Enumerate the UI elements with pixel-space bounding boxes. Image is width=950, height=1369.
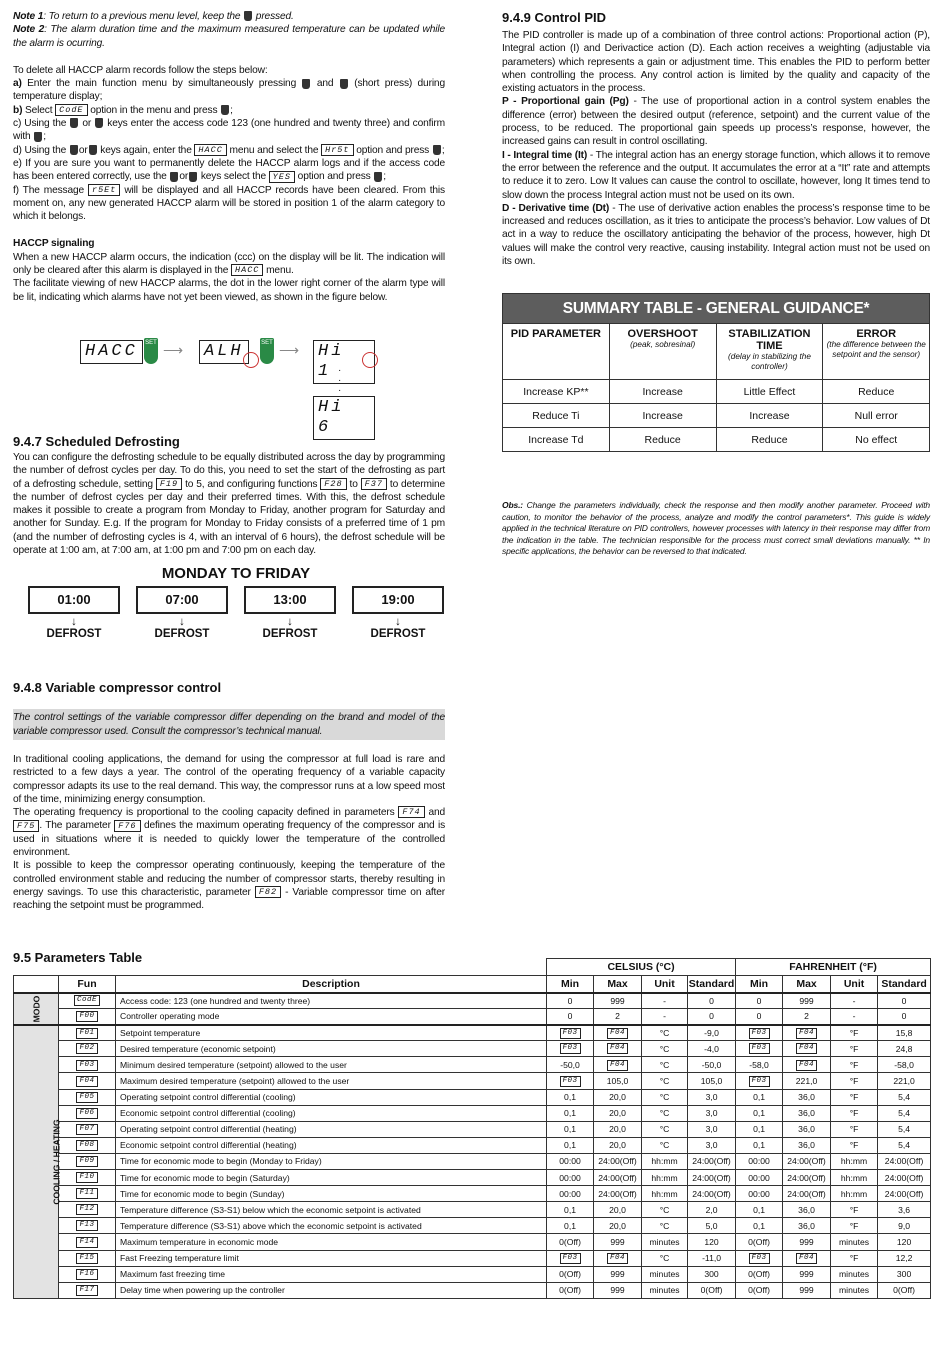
- cell-cstd: -11,0: [688, 1250, 736, 1266]
- table-row: [14, 993, 931, 1009]
- cell-cmin: 0(Off): [547, 1266, 594, 1282]
- arrow-down-icon: ↓: [395, 616, 401, 629]
- time-box: 07:00: [136, 586, 228, 614]
- cell-fun: F11: [59, 1186, 116, 1202]
- cell-cmax: F04: [594, 1250, 642, 1266]
- cell-fstd: 12,2: [878, 1250, 931, 1266]
- table-row: [14, 1170, 931, 1186]
- cell-cstd: -50,0: [688, 1057, 736, 1073]
- lcd-display: Hi 6: [313, 396, 375, 440]
- defrost-label: DEFROST: [154, 628, 210, 641]
- cell-fstd: 300: [878, 1266, 931, 1282]
- cell-funit: hh:mm: [831, 1170, 878, 1186]
- table-row: [14, 1266, 931, 1282]
- right-column: 9.4.9 Control PID The PID controller is made up of a combination of three control actions: Proportional action (P), Integral action (I) and Derivactice action (D). Each action receives a weighting (adjustable via parameters) which represents a gain or adjustment time. This enables the PID to perform better when controlling the process. Any control action is limited by the quality and capacity of the existing actuators in the process. P - Proportional gain (Pg) - The use of proportional action in a control system enables the difference (error) between the desired output (reference, setpoint) and the current value of the process, to be reduced. The proportional gain speeds up process’s response, however, the increased gains can result in control oscillating. I - Integral time (It) - The integral action has an energy storage function, which allows it to remove the error between the reference and the output. It accumulates the error at a “It” rate and attempts to reduce it to zero. Low It values can cause the control to oscillate, however, long It times tend to slow down the process Integral action must not be used on its own. D - Derivative time (Dt) - The use of derivative action enables the process’s response time to be increased and reduces oscillation, as it tries to anticipate the process’s behavior. Low values of Dt act in a way to reduce the oscillatory anticipating the behavior of the process, however, high Dt values will make the control very reactive, causing instability. Integral action must not be used on its own. SUMMARY TABLE - GENERAL GUIDANCE* PID PARAMETER OVERSHOOT (peak, sobresinal) STABILIZATION TIME (delay in stabilizing the controller) ERROR (the difference between the setpoint and the sensor) Increase KP** Increase Little Effect Reduce Reduce Ti Increase Increase Null error Increase Td Reduce Reduce No effect Obs.: Change the parameters individually, check the response and then modify another parameter. Proceed with caution, to monitor the behavior of the process, analyze and modify the control parameters*. This guide is widely applied in the technical literature on PID controllers, however processes with latency in their response may differ from the indication in the table. The technician responsible for the process must correct small deviations manually. ** In specific applications, the behavior can be reversed to that indicated.: [502, 10, 930, 557]
- cell-fstd: 5,4: [878, 1137, 931, 1153]
- cell-cmin: 0,1: [547, 1218, 594, 1234]
- cell-funit: °F: [831, 1057, 878, 1073]
- cell-fstd: 5,4: [878, 1105, 931, 1121]
- set-key-icon: [221, 105, 229, 115]
- arrow-down-icon: ↓: [287, 616, 293, 629]
- cell-fmax: 36,0: [783, 1105, 831, 1121]
- group-cooling-heating: COOLING / HEATING: [14, 1025, 59, 1299]
- cell-cunit: hh:mm: [642, 1186, 688, 1202]
- up-key-icon: [170, 172, 178, 182]
- cell-fmax: 24:00(Off): [783, 1170, 831, 1186]
- up-key-icon: [70, 145, 78, 155]
- cell-fun: F14: [59, 1234, 116, 1250]
- lcd-display: HACC: [80, 340, 143, 364]
- cell-cunit: °C: [642, 1025, 688, 1041]
- cell-desc: Economic setpoint control differential (cooling): [116, 1105, 547, 1121]
- schedule-title: MONDAY TO FRIDAY: [161, 565, 311, 583]
- cell-cmax: 999: [594, 993, 642, 1009]
- cell-fmax: 24:00(Off): [783, 1186, 831, 1202]
- table-row: [14, 1250, 931, 1266]
- set-key-icon: [433, 145, 441, 155]
- col-fun: Fun: [59, 976, 116, 993]
- cell-cmax: 999: [594, 1266, 642, 1282]
- cell-fstd: 15,8: [878, 1025, 931, 1041]
- table-row: [14, 1153, 931, 1169]
- cell-cstd: 3,0: [688, 1105, 736, 1121]
- cell-cmin: F03: [547, 1250, 594, 1266]
- cell-cmin: 0(Off): [547, 1234, 594, 1250]
- lcd-rset: r5Et: [88, 184, 120, 196]
- cell-cstd: 0: [688, 1009, 736, 1025]
- group-modo: MODO: [14, 993, 59, 1025]
- cell-desc: Time for economic mode to begin (Monday to Friday): [116, 1153, 547, 1169]
- cell-cmin: F03: [547, 1073, 594, 1089]
- cell-fmin: 0,1: [736, 1202, 783, 1218]
- cell-cmax: 20,0: [594, 1089, 642, 1105]
- lcd-code: CodE: [55, 104, 87, 116]
- col-desc: Description: [116, 976, 547, 993]
- cell-desc: Time for economic mode to begin (Saturday): [116, 1170, 547, 1186]
- table-row: [14, 1009, 931, 1025]
- cell-fstd: 0: [878, 993, 931, 1009]
- cell-fmax: 2: [783, 1009, 831, 1025]
- arrow-right-icon: ⟶: [163, 341, 184, 358]
- cell-cmin: 00:00: [547, 1170, 594, 1186]
- cell-fun: F04: [59, 1073, 116, 1089]
- cell-cmax: 20,0: [594, 1202, 642, 1218]
- cell-desc: Temperature difference (S3-S1) below which the economic setpoint is activated: [116, 1202, 547, 1218]
- cell-fstd: 120: [878, 1234, 931, 1250]
- cell-cstd: -9,0: [688, 1025, 736, 1041]
- summary-table: [502, 293, 930, 452]
- arrow-right-icon: ⟶: [279, 341, 300, 358]
- cell-cstd: 24:00(Off): [688, 1186, 736, 1202]
- cell-fmin: F03: [736, 1025, 783, 1041]
- cell-fmin: 0,1: [736, 1218, 783, 1234]
- cell-cmin: F03: [547, 1041, 594, 1057]
- lcd-hacc: HACC: [231, 264, 263, 276]
- highlight-circle-icon: [243, 352, 259, 368]
- cell-fun: F02: [59, 1041, 116, 1057]
- table-row: [14, 1186, 931, 1202]
- cell-cstd: 3,0: [688, 1121, 736, 1137]
- cell-cmax: 24:00(Off): [594, 1153, 642, 1169]
- table-row: Increase KP** Increase Little Effect Reduce: [503, 380, 930, 404]
- cell-desc: Desired temperature (economic setpoint): [116, 1041, 547, 1057]
- arrow-down-icon: ↓: [179, 616, 185, 629]
- table-row: [14, 1105, 931, 1121]
- cell-cmax: 2: [594, 1009, 642, 1025]
- down-key-icon: [189, 172, 197, 182]
- cell-cmax: F04: [594, 1025, 642, 1041]
- cell-cstd: 5,0: [688, 1218, 736, 1234]
- cell-desc: Maximum temperature in economic mode: [116, 1234, 547, 1250]
- cell-cstd: 105,0: [688, 1073, 736, 1089]
- cell-fmin: 0,1: [736, 1089, 783, 1105]
- cell-fun: F00: [59, 1009, 116, 1025]
- cell-fmax: F04: [783, 1025, 831, 1041]
- cell-cunit: hh:mm: [642, 1170, 688, 1186]
- cell-cmin: 0,1: [547, 1202, 594, 1218]
- cell-fmin: -58,0: [736, 1057, 783, 1073]
- cell-desc: Fast Freezing temperature limit: [116, 1250, 547, 1266]
- cell-fmin: 0(Off): [736, 1234, 783, 1250]
- table-row: Increase Td Reduce Reduce No effect: [503, 428, 930, 452]
- cell-fun: F05: [59, 1089, 116, 1105]
- cell-fmin: F03: [736, 1041, 783, 1057]
- cell-cunit: °C: [642, 1137, 688, 1153]
- cell-desc: Time for economic mode to begin (Sunday): [116, 1186, 547, 1202]
- cell-fmax: 999: [783, 1282, 831, 1298]
- cell-cmax: F04: [594, 1057, 642, 1073]
- cell-fstd: 3,6: [878, 1202, 931, 1218]
- cell-cunit: °C: [642, 1218, 688, 1234]
- section-title: 9.4.8 Variable compressor control: [13, 680, 222, 696]
- cell-funit: °F: [831, 1202, 878, 1218]
- cell-fmin: F03: [736, 1250, 783, 1266]
- cell-cmax: 105,0: [594, 1073, 642, 1089]
- left-column: Note 1: To return to a previous menu level, keep the pressed. Note 2: The alarm duration time and the maximum measured temperature can be updated while the alarm is ocurring. To delete all HACCP alarm records follow the steps below: a) Enter the main function menu by simultaneously pressing and (short press) during temperature display; b) Select CodE option in the menu and press ; c) Using the or keys enter the access code 123 (one hundred and twenty three) and confirm with ; d) Using the or keys again, enter the HACC menu and select the Hr5t option and press ; e) If you are sure you want to permanently delete the HACCP alarm logs and if the access code has been entered correctly, use the or keys select the YES option and press ; f) The message r5Et will be displayed and all HACCP records have been cleared. From this moment on, any new generated HACCP alarm will be stored in position 1 of the alarm category to which it belongs. HACCP signaling When a new HACCP alarm occurs, the indication (ccc) on the display will be lit. The indication will only be cleared after this alarm is displayed in the HACC menu. The facilitate viewing of new HACCP alarms, the dot in the lower right corner of the alarm type will be lit, indicating which alarms have not yet been viewed, as shown in the figure below. HACC SET ⟶ ALH SET ⟶ Hi 1 · · · Hi 6 9.4.7 Scheduled Defrosting You can configure the defrosting schedule to be equally distributed across the day by programming the number of defrost cycles per day. To do this, you need to set the start of the defrosting as part of a defrosting schedule, setting F19 to 5, and configuring functions F28 to F37 to determine the number of defrost cycles per day and their preferred times. With this, the defrost schedule makes it possible to create a program from Monday to Friday, another program for Saturday and another for Sunday. E.g. If the program for Monday to Friday consists of a preferred time of 1 pm (and the number of defrosting cycles is 4, with an interval of 6 hours), the defrost schedule will be operate at 1:00 am, at 7:00 am, at 1:00 pm and 7:00 pm on each day. MONDAY TO FRIDAY 01:00 07:00 13:00 19:00 ↓ ↓ ↓ ↓ DEFROST DEFROST DEFROST DEFROST 9.4.8 Variable compressor control The control settings of the variable compressor differ depending on the brand and model of the variable compressor used. Consult the compressor’s technical manual. In traditional cooling applications, the demand for using the compressor at full load is rare and restricted to a few days a year. The control of the operating frequency of a variable capacity compressor adapts its use to the real demand. This way, the compressor runs at a low speed most of the time, minimizing energy consumption. The operating frequency is proportional to the cooling capacity defined in parameters F74 and F75 . The parameter F76 defines the maximum operating frequency of the compressor and is used in situations where it is needed to quickly lower the temperature of the controlled environment. It is possible to keep the compressor operating continuously, keeping the temperature of the controlled environment stable and reducing the number of compressor starts, thereby resulting in energy savings. To use this characteristic, parameter F82 - Variable compressor time on after reaching the setpoint must be programmed.: [13, 11, 446, 912]
- cell-desc: Maximum fast freezing time: [116, 1266, 547, 1282]
- cell-cmin: -50,0: [547, 1057, 594, 1073]
- haccp-signaling: HACCP signaling When a new HACCP alarm occurs, the indication (ccc) on the display will be lit. The indication will only be cleared after this alarm is displayed in the HACC menu. The facilitate viewing of new HACCP alarms, the dot in the lower right corner of the alarm type will be lit, indicating which alarms have not yet been viewed, as shown in the figure below.: [13, 238, 445, 303]
- cell-cstd: 3,0: [688, 1137, 736, 1153]
- cell-funit: -: [831, 993, 878, 1009]
- cell-fmin: F03: [736, 1073, 783, 1089]
- cell-desc: Minimum desired temperature (setpoint) allowed to the user: [116, 1057, 547, 1073]
- time-box: 19:00: [352, 586, 444, 614]
- cell-fmax: F04: [783, 1057, 831, 1073]
- cell-cstd: -4,0: [688, 1041, 736, 1057]
- table-row: Reduce Ti Increase Increase Null error: [503, 404, 930, 428]
- parameters-table: CELSIUS (°C) FAHRENHEIT (°F) Fun Description Min Max Unit Standard Min Max Unit Standard MODO CodE Access code: 123 (one hundred and twenty three) 0 999 - 0 0 999 - 0 F00 Controller operating mode 0 2 - 0 0 2 - 0 COOLING / HEATING F01 Setpoint temperature F03 F04 °C -9,0 F03 F04 °F 15,8 F02 Desired temperature (economic setpoint) F03 F04 °C -4,0 F03 F04 °F 24,8 F03 Minimum desired temperature (setpoint) allowed to the user -50,0 F04 °C -50,0 -58,0 F04 °F -58,0 F04 Maximum desired temperature (setpoint) allowed to the user F03 105,0 °C 105,0 F03 221,0 °F 221,0 F05 Operating setpoint control differential (cooling) 0,1 20,0 °C 3,0 0,1 36,0 °F 5,4 F06 Economic setpoint control differential (cooling) 0,1 20,0 °C 3,0 0,1 36,0 °F 5,4 F07 Operating setpoint control differential (heating) 0,1 20,0 °C 3,0 0,1 36,0 °F 5,4 F08 Economic setpoint control differential (heating) 0,1 20,0 °C 3,0 0,1 36,0 °F 5,4 F09 Time for economic mode to begin (Monday to Friday) 00:00 24:00(Off) hh:mm 24:00(Off) 00:00 24:00(Off) hh:mm 24:00(Off) F10 Time for economic mode to begin (Saturday) 00:00 24:00(Off) hh:mm 24:00(Off) 00:00 24:00(Off) hh:mm 24:00(Off) F11 Time for economic mode to begin (Sunday) 00:00 24:00(Off) hh:mm 24:00(Off) 00:00 24:00(Off) hh:mm 24:00(Off) F12 Temperature difference (S3-S1) below which the economic setpoint is activated 0,1 20,0 °C 2,0 0,1 36,0 °F 3,6 F13 Temperature difference (S3-S1) above which the economic setpoint is activated 0,1 20,0 °C 5,0 0,1 36,0 °F 9,0 F14 Maximum temperature in economic mode 0(Off) 999 minutes 120 0(Off) 999 minutes 120 F15 Fast Freezing temperature limit F03 F04 °C -11,0 F03 F04 °F 12,2 F16 Maximum fast freezing time 0(Off) 999 minutes 300 0(Off) 999 minutes 300 F17 Delay time when powering up the controller 0(Off) 999 minutes 0(Off) 0(Off) 999 minutes 0(Off): [13, 958, 931, 1299]
- cell-funit: °F: [831, 1137, 878, 1153]
- section-title: 9.4.9 Control PID: [502, 10, 607, 25]
- fahrenheit-header: FAHRENHEIT (°F): [736, 959, 931, 976]
- cell-cmin: 00:00: [547, 1186, 594, 1202]
- header-cell: PID PARAMETER: [503, 324, 610, 380]
- cell-fmin: 0,1: [736, 1137, 783, 1153]
- cell-fun: F01: [59, 1025, 116, 1041]
- cell-fstd: 24:00(Off): [878, 1186, 931, 1202]
- cell-fmax: 36,0: [783, 1202, 831, 1218]
- notes: Note 1: To return to a previous menu level, keep the pressed. Note 2: The alarm duration time and the maximum measured temperature can be updated while the alarm is ocurring.: [13, 11, 445, 49]
- header-cell: OVERSHOOT (peak, sobresinal): [609, 324, 716, 380]
- cell-funit: °F: [831, 1089, 878, 1105]
- cell-cstd: 3,0: [688, 1089, 736, 1105]
- table-row: [14, 1025, 931, 1041]
- cell-cstd: 300: [688, 1266, 736, 1282]
- cell-fstd: 221,0: [878, 1073, 931, 1089]
- cell-fun: F03: [59, 1057, 116, 1073]
- cell-fun: F06: [59, 1105, 116, 1121]
- cell-fmin: 0: [736, 993, 783, 1009]
- cell-cunit: °C: [642, 1041, 688, 1057]
- cell-cstd: 2,0: [688, 1202, 736, 1218]
- cell-fstd: 5,4: [878, 1089, 931, 1105]
- cell-funit: minutes: [831, 1234, 878, 1250]
- cell-funit: °F: [831, 1041, 878, 1057]
- cell-cmin: 00:00: [547, 1153, 594, 1169]
- cell-funit: °F: [831, 1073, 878, 1089]
- cell-desc: Operating setpoint control differential (cooling): [116, 1089, 547, 1105]
- up-key-icon: [70, 118, 78, 128]
- cell-fun: F16: [59, 1266, 116, 1282]
- parameters-section: [13, 950, 931, 1299]
- cell-cunit: °C: [642, 1250, 688, 1266]
- cell-desc: Temperature difference (S3-S1) above which the economic setpoint is activated: [116, 1218, 547, 1234]
- set-button-icon: SET: [260, 338, 274, 364]
- cell-fstd: 0: [878, 1009, 931, 1025]
- cell-fmin: 00:00: [736, 1186, 783, 1202]
- cell-fmin: 00:00: [736, 1153, 783, 1169]
- cell-desc: Economic setpoint control differential (heating): [116, 1137, 547, 1153]
- cell-fun: F07: [59, 1121, 116, 1137]
- cell-funit: °F: [831, 1250, 878, 1266]
- cell-fmax: 36,0: [783, 1121, 831, 1137]
- set-key-icon: [34, 132, 42, 142]
- cell-fun: F10: [59, 1170, 116, 1186]
- cell-fun: CodE: [59, 993, 116, 1009]
- cell-cmin: 0,1: [547, 1089, 594, 1105]
- cell-fmax: 999: [783, 1234, 831, 1250]
- cell-fun: F12: [59, 1202, 116, 1218]
- cell-cstd: 0(Off): [688, 1282, 736, 1298]
- cell-funit: °F: [831, 1025, 878, 1041]
- section-title: 9.5 Parameters Table: [13, 950, 143, 965]
- lcd-hrst: Hr5t: [321, 144, 353, 156]
- cell-fmin: 0(Off): [736, 1282, 783, 1298]
- table-row: [14, 1041, 931, 1057]
- lcd-hacc: HACC: [194, 144, 226, 156]
- cell-fstd: 9,0: [878, 1218, 931, 1234]
- cell-fun: F08: [59, 1137, 116, 1153]
- cell-desc: Delay time when powering up the controller: [116, 1282, 547, 1298]
- down-key-icon: [95, 118, 103, 128]
- highlight-circle-icon: [362, 352, 378, 368]
- cell-cmin: 0: [547, 1009, 594, 1025]
- set-key-icon: [374, 172, 382, 182]
- cell-fmax: F04: [783, 1250, 831, 1266]
- cell-cstd: 120: [688, 1234, 736, 1250]
- cell-cmax: 20,0: [594, 1105, 642, 1121]
- lcd-display: Hi 1: [313, 340, 375, 384]
- cell-cmin: 0,1: [547, 1121, 594, 1137]
- haccp-figure: [13, 339, 445, 437]
- table-row: [14, 1073, 931, 1089]
- cell-fun: F09: [59, 1153, 116, 1169]
- cell-fmax: 36,0: [783, 1218, 831, 1234]
- cell-fstd: 5,4: [878, 1121, 931, 1137]
- defrost-label: DEFROST: [46, 628, 102, 641]
- arrow-down-icon: ↓: [71, 616, 77, 629]
- defrost-schedule: [13, 565, 445, 640]
- cell-fun: F17: [59, 1282, 116, 1298]
- cell-funit: °F: [831, 1121, 878, 1137]
- cell-fmin: 00:00: [736, 1170, 783, 1186]
- cell-fmax: 999: [783, 993, 831, 1009]
- cell-fun: F13: [59, 1218, 116, 1234]
- cell-desc: Setpoint temperature: [116, 1025, 547, 1041]
- section-title: 9.4.7 Scheduled Defrosting: [13, 433, 180, 449]
- lcd-display: ALH: [199, 340, 249, 364]
- cell-cmin: 0(Off): [547, 1282, 594, 1298]
- table-row: [14, 1234, 931, 1250]
- lcd-yes: YES: [269, 171, 295, 183]
- vertical-dots-icon: · · ·: [338, 364, 342, 396]
- time-box: 13:00: [244, 586, 336, 614]
- down-key-icon: [89, 145, 97, 155]
- cell-cmin: 0,1: [547, 1105, 594, 1121]
- cell-desc: Access code: 123 (one hundred and twenty three): [116, 993, 547, 1009]
- cell-cmin: 0: [547, 993, 594, 1009]
- cell-fmax: 221,0: [783, 1073, 831, 1089]
- cell-cstd: 24:00(Off): [688, 1170, 736, 1186]
- summary-title: SUMMARY TABLE - GENERAL GUIDANCE*: [503, 294, 930, 324]
- cell-desc: Controller operating mode: [116, 1009, 547, 1025]
- cell-cmax: 20,0: [594, 1137, 642, 1153]
- cell-fmax: 36,0: [783, 1089, 831, 1105]
- time-box: 01:00: [28, 586, 120, 614]
- table-row: [14, 1089, 931, 1105]
- cell-fmax: F04: [783, 1041, 831, 1057]
- cell-funit: hh:mm: [831, 1153, 878, 1169]
- cell-cmin: 0,1: [547, 1137, 594, 1153]
- cell-cunit: °C: [642, 1121, 688, 1137]
- cell-cmax: 20,0: [594, 1218, 642, 1234]
- cell-cmax: 999: [594, 1234, 642, 1250]
- cell-desc: Maximum desired temperature (setpoint) allowed to the user: [116, 1073, 547, 1089]
- cell-cunit: °C: [642, 1089, 688, 1105]
- down-key-icon: [340, 79, 348, 89]
- celsius-header: CELSIUS (°C): [547, 959, 736, 976]
- delete-haccp-steps: To delete all HACCP alarm records follow the steps below: a) Enter the main function menu by simultaneously pressing and (short press) during temperature display; b) Select CodE option in the menu and press ; c) Using the or keys enter the access code 123 (one hundred and twenty three) and confirm with ; d) Using the or keys again, enter the HACC menu and select the Hr5t option and press ; e) If you are sure you want to permanently delete the HACCP alarm logs and if the access code has been entered correctly, use the or keys select the YES option and press ; f) The message r5Et will be displayed and all HACCP records have been cleared. From this moment on, any new generated HACCP alarm will be stored in position 1 of the alarm category to which it belongs.: [13, 64, 445, 223]
- cell-funit: minutes: [831, 1266, 878, 1282]
- cell-cunit: °C: [642, 1202, 688, 1218]
- cell-desc: Operating setpoint control differential (heating): [116, 1121, 547, 1137]
- defrost-label: DEFROST: [262, 628, 318, 641]
- table-row: [14, 1282, 931, 1298]
- up-key-icon: [302, 79, 310, 89]
- cell-fstd: -58,0: [878, 1057, 931, 1073]
- cell-fmax: 999: [783, 1266, 831, 1282]
- cell-cstd: 24:00(Off): [688, 1153, 736, 1169]
- cell-funit: °F: [831, 1105, 878, 1121]
- cell-fstd: 24,8: [878, 1041, 931, 1057]
- cell-cunit: -: [642, 1009, 688, 1025]
- cell-fstd: 0(Off): [878, 1282, 931, 1298]
- cell-cstd: 0: [688, 993, 736, 1009]
- cell-cunit: minutes: [642, 1266, 688, 1282]
- cell-fmin: 0(Off): [736, 1266, 783, 1282]
- cell-cmax: 24:00(Off): [594, 1170, 642, 1186]
- cell-cunit: °C: [642, 1057, 688, 1073]
- cell-funit: -: [831, 1009, 878, 1025]
- cell-cunit: °C: [642, 1105, 688, 1121]
- cell-fstd: 24:00(Off): [878, 1170, 931, 1186]
- cell-fun: F15: [59, 1250, 116, 1266]
- cell-fmin: 0,1: [736, 1105, 783, 1121]
- cell-funit: hh:mm: [831, 1186, 878, 1202]
- table-row: [14, 1202, 931, 1218]
- cell-cunit: °C: [642, 1073, 688, 1089]
- cell-cunit: -: [642, 993, 688, 1009]
- cell-cmax: 20,0: [594, 1121, 642, 1137]
- cell-fstd: 24:00(Off): [878, 1153, 931, 1169]
- set-button-icon: SET: [144, 338, 158, 364]
- cell-funit: °F: [831, 1218, 878, 1234]
- header-cell: ERROR (the difference between the setpoint and the sensor): [823, 324, 930, 380]
- defrost-label: DEFROST: [370, 628, 426, 641]
- header-cell: STABILIZATION TIME (delay in stabilizing the controller): [716, 324, 823, 380]
- cell-funit: minutes: [831, 1282, 878, 1298]
- cell-cmin: F03: [547, 1025, 594, 1041]
- down-key-icon: [244, 11, 252, 21]
- cell-cunit: minutes: [642, 1282, 688, 1298]
- cell-cunit: minutes: [642, 1234, 688, 1250]
- table-row: [14, 1121, 931, 1137]
- cell-fmax: 24:00(Off): [783, 1153, 831, 1169]
- cell-fmax: 36,0: [783, 1137, 831, 1153]
- cell-fmin: 0,1: [736, 1121, 783, 1137]
- cell-cunit: hh:mm: [642, 1153, 688, 1169]
- table-row: [14, 1218, 931, 1234]
- cell-fmin: 0: [736, 1009, 783, 1025]
- obs-note: Obs.: Change the parameters individually, check the response and then modify another parameter. Proceed with caution, to monitor the behavior of the process, analyze and modify the control parameters*. This guide is widely applied in the technical literature on PID controllers, however processes with latency in their response may differ from the indication in the table. The technician responsible for the process must correct small deviations manually. ** In specific applications, the behavior can be reversed to that indicated.: [502, 500, 930, 557]
- cell-cmax: F04: [594, 1041, 642, 1057]
- table-row: [14, 1057, 931, 1073]
- table-row: [14, 1137, 931, 1153]
- cell-cmax: 24:00(Off): [594, 1186, 642, 1202]
- cell-cmax: 999: [594, 1282, 642, 1298]
